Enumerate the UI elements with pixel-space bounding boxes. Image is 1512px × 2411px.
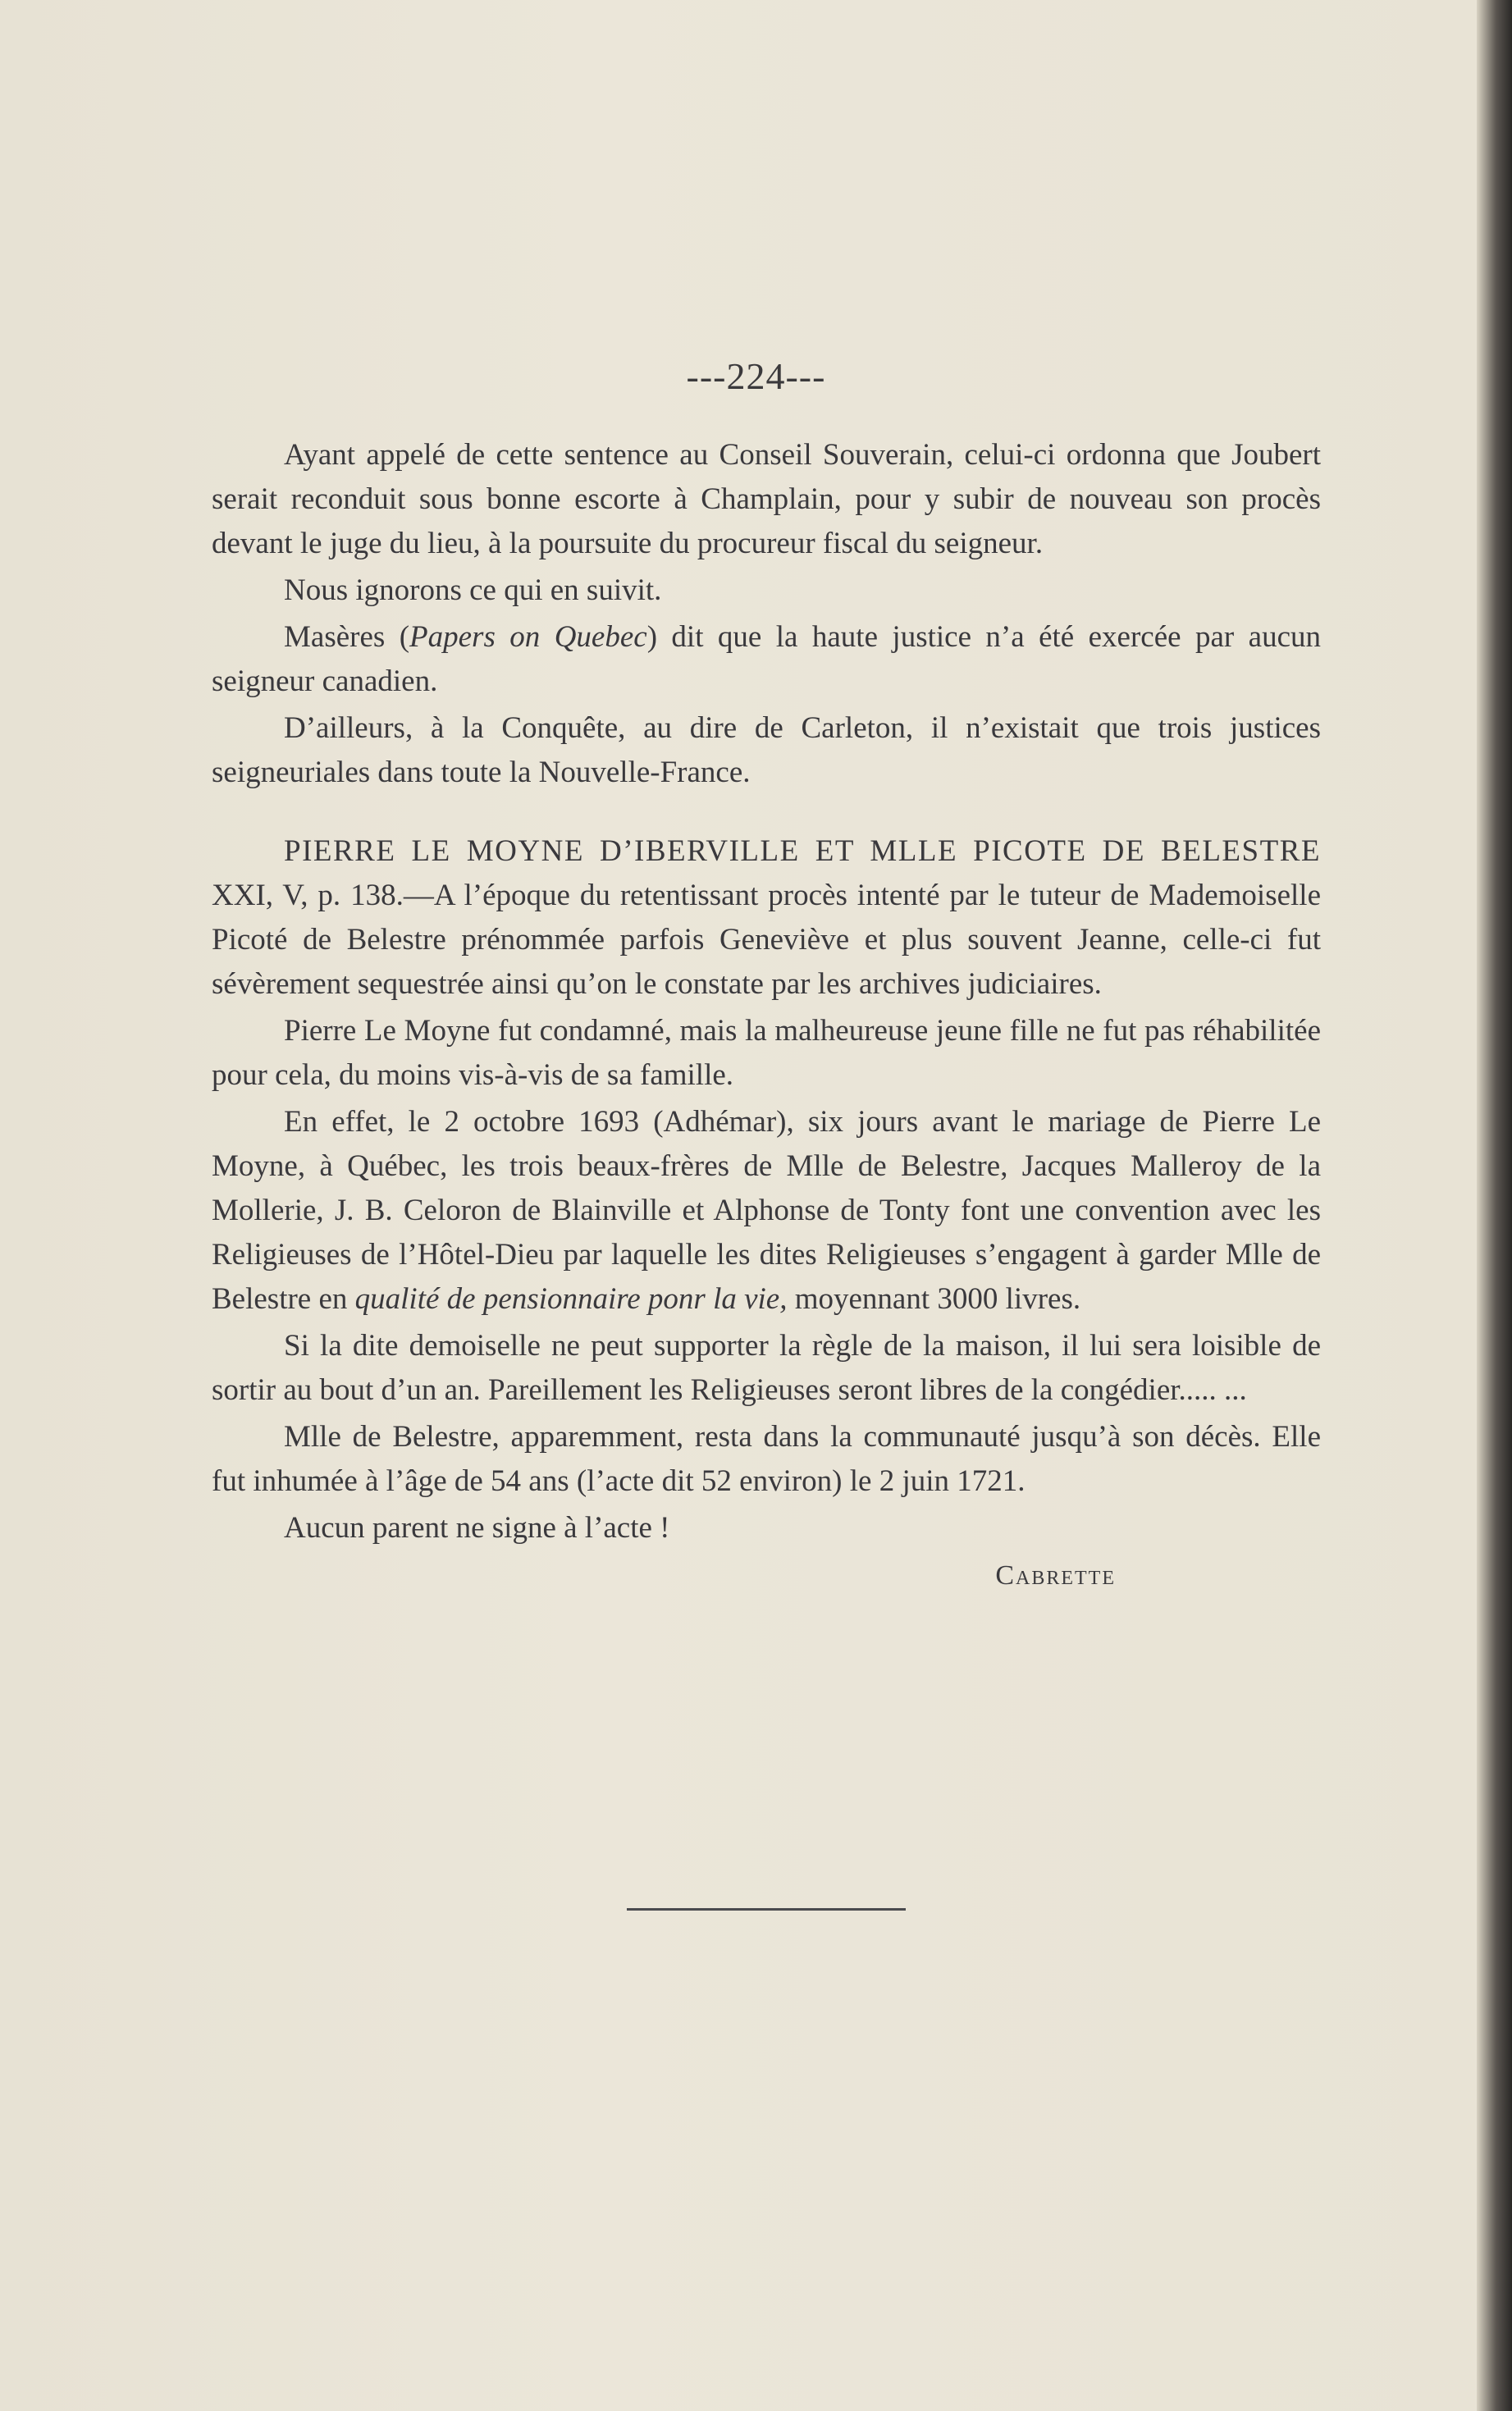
paragraph: Ayant appelé de cette sentence au Conseil Souverain, celui-ci ordonna que Joubert serait reconduit sous bonne escorte à Champlain, pour y subir de nouveau son procès devant le juge du lieu, à la poursuite du procureur fiscal du seigneur. bbox=[212, 438, 1321, 560]
text-run: Masères ( bbox=[284, 620, 410, 654]
section-heading-paragraph bbox=[212, 829, 1321, 1007]
paragraph: Nous ignorons ce qui en suivit. bbox=[284, 573, 662, 607]
end-rule bbox=[627, 1908, 906, 1911]
paragraph: D’ailleurs, à la Conquête, au dire de Carleton, il n’existait que trois justices seigneuriales dans toute la Nouvelle-France. bbox=[212, 711, 1321, 789]
section-heading: PIERRE LE MOYNE D’IBERVILLE ET MLLE PICOTE DE BELESTRE bbox=[284, 834, 1321, 868]
paragraph: Aucun parent ne signe à l’acte ! bbox=[284, 1511, 670, 1545]
paragraph bbox=[212, 615, 1321, 704]
paragraph: Si la dite demoiselle ne peut supporter la règle de la maison, il lui sera loisible de sortir au bout d’un an. Pareillement les Religieuses seront libres de la congédier..... ... bbox=[212, 1329, 1321, 1407]
page-number: ---224--- bbox=[686, 355, 826, 397]
text-run: moyennant 3000 livres. bbox=[787, 1282, 1081, 1316]
text-run: XXI, V, p. 138.—A l’époque du retentissant procès intenté par le tuteur de Mademoiselle Picoté de Belestre prénommée parfois Geneviève et plus souvent Jeanne, celle-ci fut sévèrement sequestrée ainsi qu’on le constate par les archives judiciaires. bbox=[212, 879, 1321, 1001]
author-signature: Cabrette bbox=[995, 1560, 1116, 1591]
italic-phrase: qualité de pensionnaire ponr la vie, bbox=[354, 1282, 788, 1316]
paragraph: Pierre Le Moyne fut condamné, mais la malheureuse jeune fille ne fut pas réhabilitée pour cela, du moins vis-à-vis de sa famille. bbox=[212, 1014, 1321, 1092]
text-run: ) dit que la haute justice n’a été exercée par aucun seigneur canadien. bbox=[212, 620, 1321, 698]
paragraph: Mlle de Belestre, apparemment, resta dans la communauté jusqu’à son décès. Elle fut inhumée à l’âge de 54 ans (l’acte dit 52 environ) le 2 juin 1721. bbox=[212, 1420, 1321, 1498]
paragraph bbox=[212, 1100, 1321, 1322]
body-text bbox=[212, 433, 1321, 1598]
italic-title: Papers on Quebec bbox=[409, 620, 647, 654]
text-run: En effet, le 2 octobre 1693 (Adhémar), six jours avant le mariage de Pierre Le Moyne, à Québec, les trois beaux-frères de Mlle de Belestre, Jacques Malleroy de la Mollerie, J. B. Celoron de Blainville et Alphonse de Tonty font une convention avec les Religieuses de l’Hôtel-Dieu par laquelle les dites Religieuses s’engagent à garder Mlle de Belestre en bbox=[212, 1105, 1321, 1316]
